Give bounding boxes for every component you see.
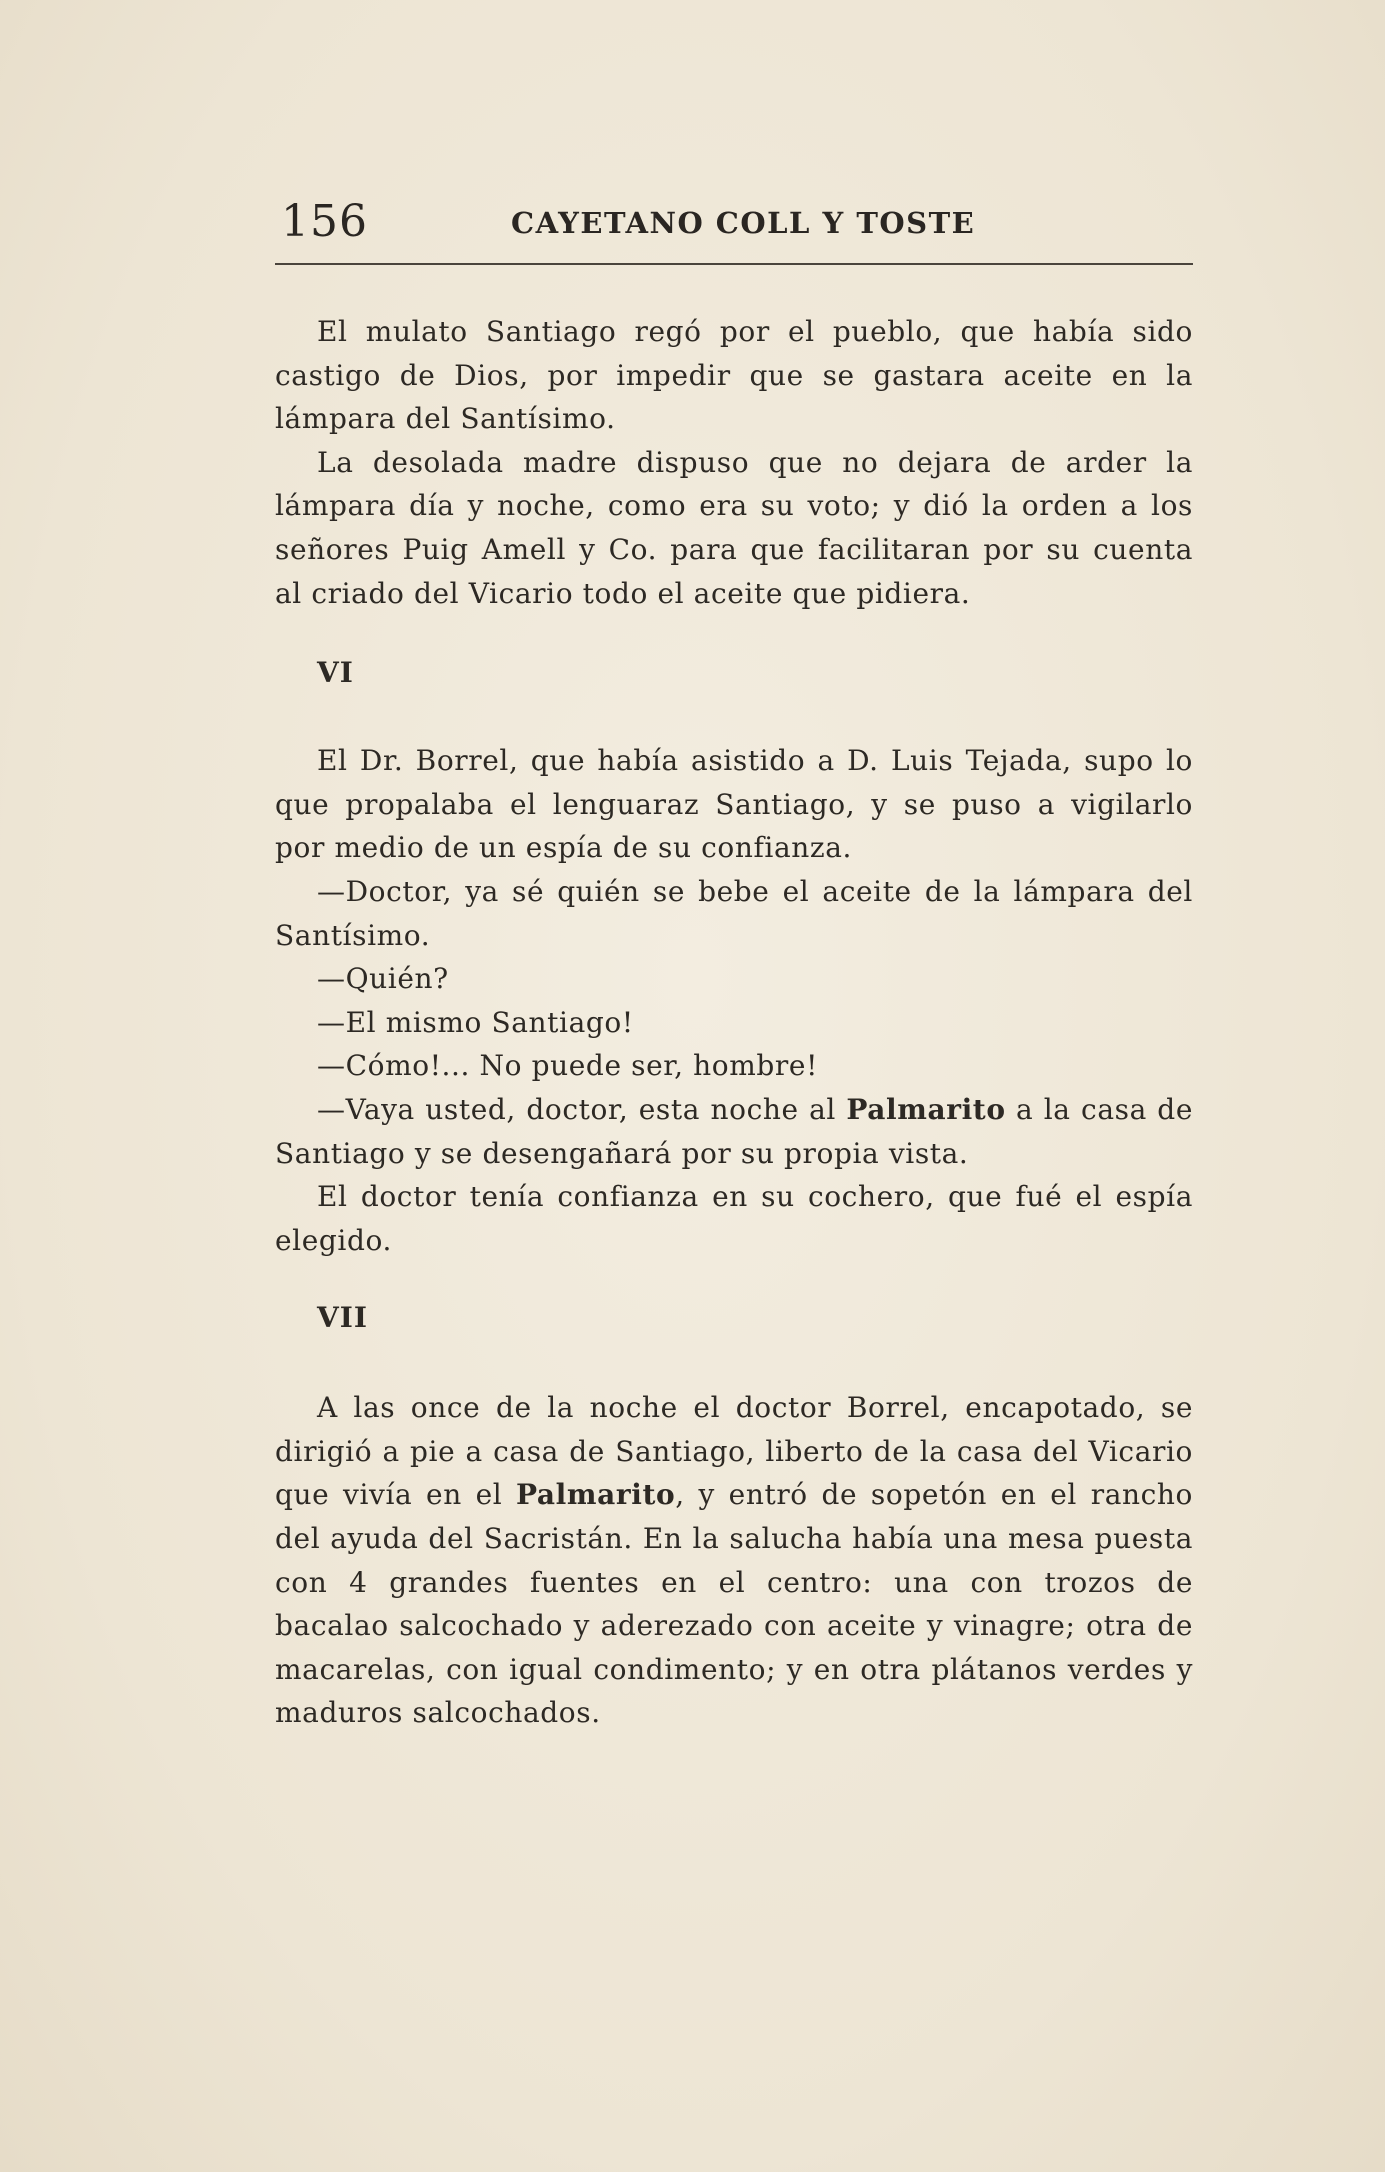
text-run: , y entró de sopetón en el rancho del ayuda del Sacristán. En la salucha había una mesa puesta con 4 grandes fuentes en el centro: una con trozos de bacalao salcochado y aderezado con aceite y vinagre; otra de macarelas, con igual condimento; y en otra plátanos verdes y maduros salcochados. bbox=[275, 1478, 1193, 1730]
place-name-bold: Palmarito bbox=[516, 1478, 676, 1512]
dialogue-line bbox=[275, 1088, 1193, 1175]
dialogue-line: —Quién? bbox=[317, 962, 449, 996]
text-run: a la casa de Santiago y se desengañará por su propia vista. bbox=[275, 1092, 1193, 1170]
running-head: CAYETANO COLL Y TOSTE bbox=[511, 206, 976, 240]
paragraph: El mulato Santiago regó por el pueblo, que había sido castigo de Dios, por impedir que se gastara aceite en la lámpara del Santísimo. bbox=[275, 315, 1193, 436]
page-number: 156 bbox=[281, 196, 368, 247]
text-run: A las once de la noche el doctor Borrel, encapotado, se dirigió a pie a casa de Santiago, liberto de la casa del Vicario que vivía en el bbox=[275, 1391, 1193, 1512]
text-run: —Vaya usted, doctor, esta noche al bbox=[317, 1092, 847, 1126]
dialogue-line: —Cómo!... No puede ser, hombre! bbox=[317, 1049, 818, 1083]
header-rule bbox=[275, 263, 1193, 265]
dialogue-line: —El mismo Santiago! bbox=[317, 1005, 634, 1039]
paragraph bbox=[275, 1386, 1193, 1735]
paragraph: El Dr. Borrel, que había asistido a D. Luis Tejada, supo lo que propalaba el lenguaraz Santiago, y se puso a vigilarlo por medio de un espía de su confianza. bbox=[275, 744, 1193, 865]
page-header bbox=[275, 196, 1195, 256]
paragraph: La desolada madre dispuso que no dejara de arder la lámpara día y noche, como era su voto; y dió la orden a los señores Puig Amell y Co. para que facilitaran por su cuenta al criado del Vicario todo el aceite que pidiera. bbox=[275, 445, 1193, 610]
paragraph: El doctor tenía confianza en su cochero, que fué el espía elegido. bbox=[275, 1180, 1193, 1257]
section-heading-vii: VII bbox=[317, 1301, 368, 1335]
dialogue-line: —Doctor, ya sé quién se bebe el aceite de la lámpara del Santísimo. bbox=[275, 874, 1193, 952]
section-heading-vi: VI bbox=[317, 656, 354, 690]
place-name-bold: Palmarito bbox=[846, 1092, 1006, 1126]
body-text bbox=[275, 310, 1193, 1735]
